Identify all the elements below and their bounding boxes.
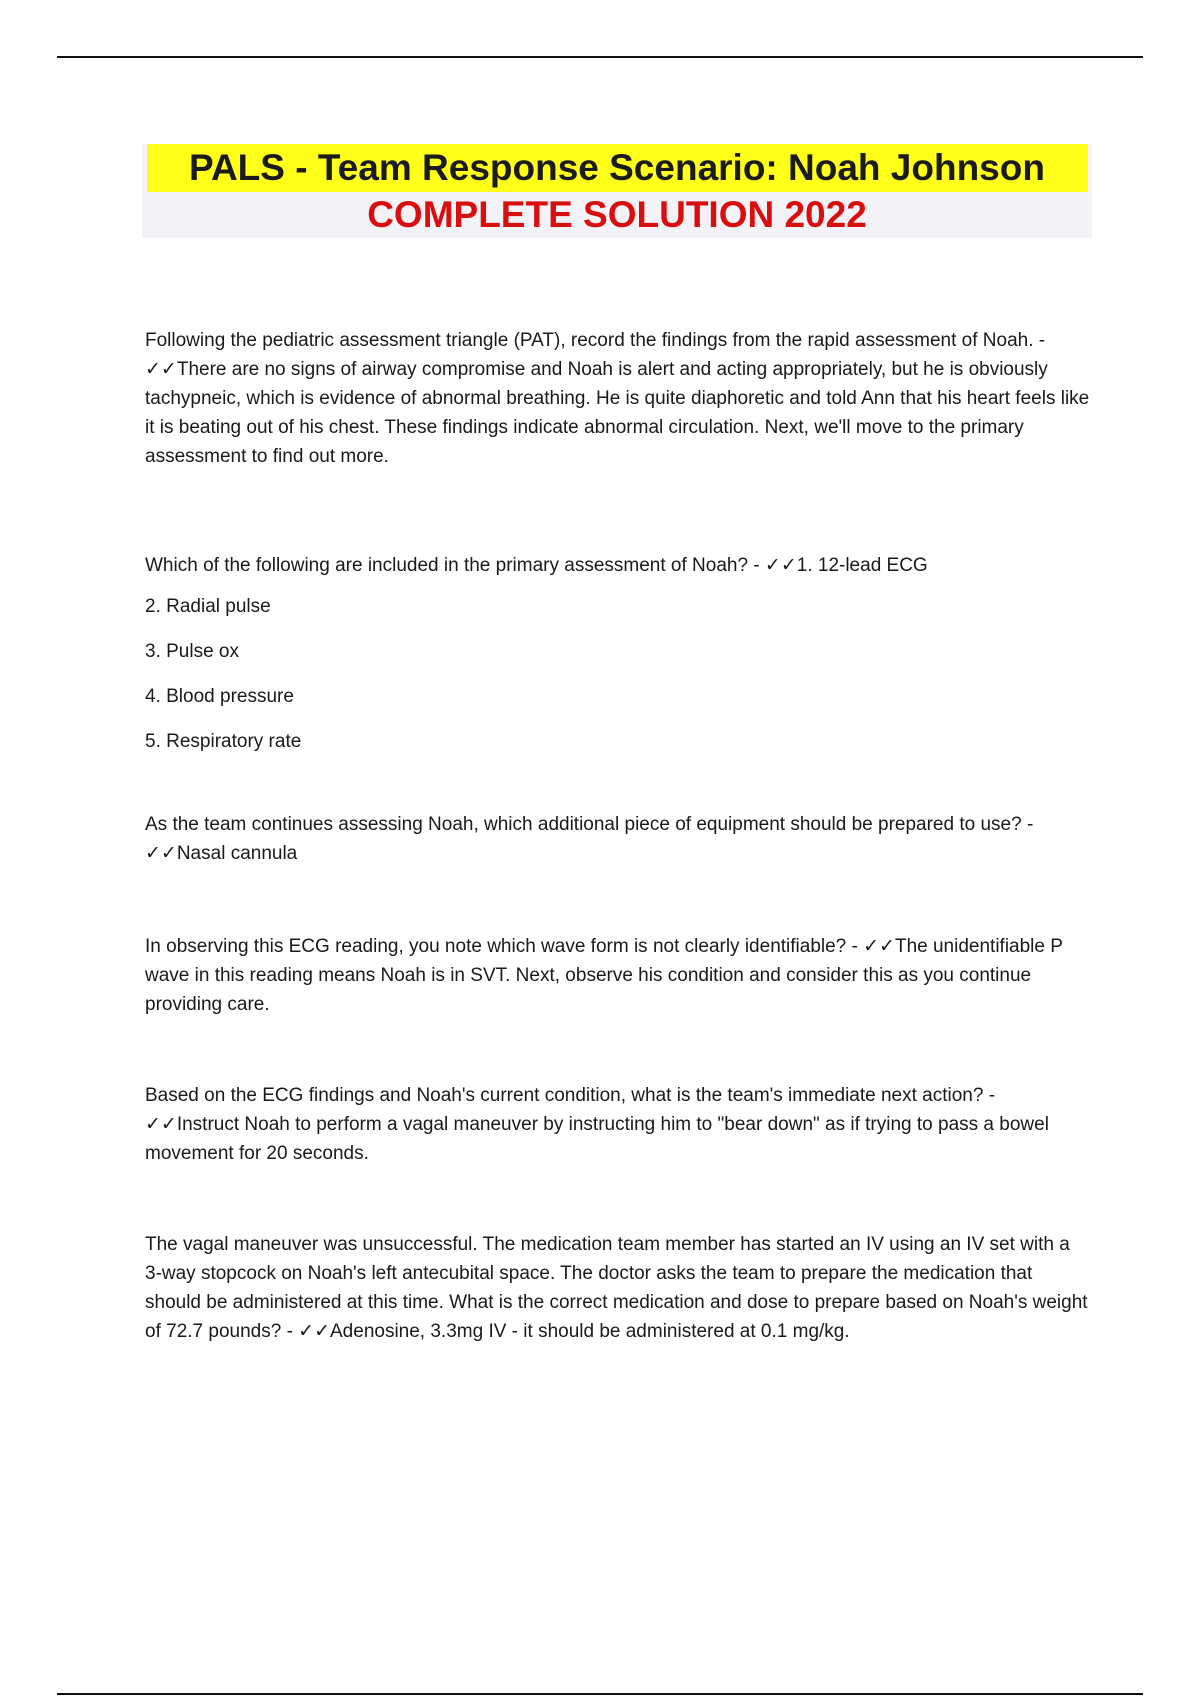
document-title: PALS - Team Response Scenario: Noah Johnson: [147, 144, 1088, 192]
document-subtitle: COMPLETE SOLUTION 2022: [367, 194, 867, 235]
title-block: [142, 144, 1092, 238]
bottom-rule: [57, 1693, 1143, 1695]
option-list: [145, 592, 1090, 756]
option-item: 2. Radial pulse: [145, 596, 271, 617]
option-item: 3. Pulse ox: [145, 641, 239, 662]
top-rule: [57, 56, 1143, 58]
qa-item-6: The vagal maneuver was unsuccessful. The medication team member has started an IV using an IV set with a 3-way stopcock on Noah's left antecubital space. The doctor asks the team to prepare the medication that should be administered at this time. What is the correct medication and dose to prepare based on Noah's weight of 72.7 pounds? - ✓✓Adenosine, 3.3mg IV - it should be administered at 0.1 mg/kg.: [145, 1234, 1088, 1342]
qa-item-2: Which of the following are included in the primary assessment of Noah? - ✓✓1. 12-lead ECG: [145, 555, 928, 576]
option-item: 5. Respiratory rate: [145, 731, 302, 752]
qa-item-5: Based on the ECG findings and Noah's current condition, what is the team's immediate next action? - ✓✓Instruct Noah to perform a vagal maneuver by instructing him to "bear down" as if trying to pass a bowel movement for 20 seconds.: [145, 1085, 1049, 1164]
qa-item-1: Following the pediatric assessment triangle (PAT), record the findings from the rapid assessment of Noah. - ✓✓There are no signs of airway compromise and Noah is alert and acting appropriately, but he is obviously tachypneic, which is evidence of abnormal breathing. He is quite diaphoretic and told Ann that his heart feels like it is beating out of his chest. These findings indicate abnormal circulation. Next, we'll move to the primary assessment to find out more.: [145, 330, 1090, 467]
qa-item-4: In observing this ECG reading, you note which wave form is not clearly identifiable? - ✓✓The unidentifiable P wave in this reading means Noah is in SVT. Next, observe his condition and consider this as you continue providing care.: [145, 936, 1063, 1015]
option-item: 4. Blood pressure: [145, 686, 294, 707]
document-body: [145, 326, 1090, 1346]
qa-item-3: As the team continues assessing Noah, which additional piece of equipment should be prepared to use? - ✓✓Nasal cannula: [145, 814, 1034, 864]
